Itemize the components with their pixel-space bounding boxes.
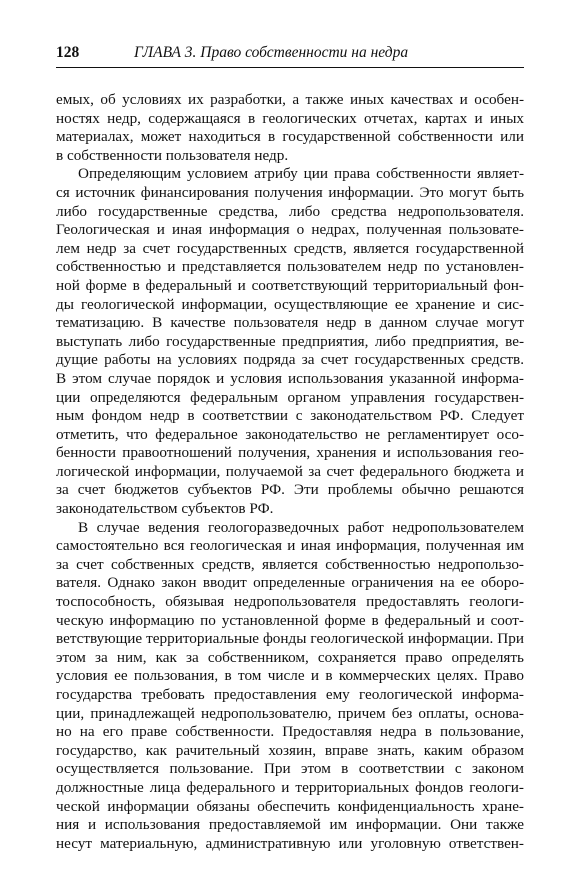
- text-line: В этом случае порядок и условия использования указанной информа-: [56, 369, 524, 387]
- text-line: ции определяются федеральным органом управления государствен-: [56, 388, 524, 406]
- body-text: [56, 91, 524, 853]
- text-line: ческой информации обязаны обеспечить конфиденциальность хране-: [56, 797, 524, 815]
- header-rule: [56, 67, 524, 68]
- page-number: 128: [56, 44, 80, 61]
- text-line: Определяющим условием атрибу ции права собственности являет-: [78, 165, 524, 183]
- paragraph: [56, 519, 524, 854]
- text-line: ветствующие территориальные фонды геологической информации. При: [56, 630, 524, 648]
- text-line: собственностью и представляется пользователем недр по установлен-: [56, 258, 524, 276]
- text-line: логической информации, получаемой за счет федерального бюджета и: [56, 462, 524, 480]
- text-line: условия ее пользования, в том числе и в коммерческих целях. Право: [56, 667, 524, 685]
- text-line: материалах, может находиться в государственной собственности или: [56, 128, 524, 146]
- text-line: но на его праве собственности. Предоставляя недра в пользование,: [56, 723, 524, 741]
- text-line: Геологическая и иная информация о недрах, полученная пользовате-: [56, 221, 524, 239]
- text-line: ным фондом недр в соответствии с законодательством РФ. Следует: [56, 407, 524, 425]
- text-line: за счет собственных средств, является собственностью недропользо-: [56, 555, 524, 573]
- text-line: тоспособность, обязывая недропользователя предоставлять геологи-: [56, 593, 524, 611]
- text-line: вателя. Однако закон вводит определенные ограничения на ее оборо-: [56, 574, 524, 592]
- text-line: законодательством субъектов РФ.: [56, 500, 274, 518]
- text-line: самостоятельно вся геологическая и иная информация, полученная им: [56, 537, 524, 555]
- header-title: ГЛАВА 3. Право собственности на недра: [134, 44, 409, 61]
- text-line: за счет бюджетов субъектов РФ. Эти проблемы обычно решаются: [56, 481, 524, 499]
- text-line: должностные лица федерального и территориальных фондов геологи-: [56, 778, 524, 796]
- paragraph: [56, 91, 524, 165]
- text-line: либо государственные средства, либо средства недропользователя.: [56, 202, 524, 220]
- text-line: выступать либо государственные предприятия, либо предприятия, ве-: [56, 332, 524, 350]
- text-line: ды геологической информации, осуществляющие ее хранение и сис-: [56, 295, 524, 313]
- text-line: государство, как рачительный хозяин, вправе знать, каким образом: [56, 741, 524, 759]
- text-line: ния и использования предоставляемой им информации. Они также: [56, 816, 524, 834]
- text-line: ной форме в федеральный и соответствующий территориальный фон-: [56, 276, 524, 294]
- text-line: ческую информацию по установленной форме в федеральный и соот-: [56, 611, 524, 629]
- text-line: отметить, что федеральное законодательство не регламентирует осо-: [56, 425, 524, 443]
- running-header: [56, 44, 524, 66]
- text-line: ся источник финансирования получения информации. Это могут быть: [56, 183, 524, 201]
- text-line: несут материальную, административную или уголовную ответствен-: [56, 834, 524, 852]
- text-line: ции, принадлежащей недропользователю, причем без оплаты, основа-: [56, 704, 524, 722]
- text-line: емых, об условиях их разработки, а также иных качествах и особен-: [56, 91, 524, 108]
- text-line: дущие работы на условиях подряда за счет государственных средств.: [56, 351, 524, 369]
- text-line: В случае ведения геологоразведочных работ недропользователем: [78, 518, 524, 536]
- paragraph: [56, 165, 524, 518]
- text-line: этом за ним, как за собственником, сохраняется право определять: [56, 648, 524, 666]
- text-line: бенности правоотношений получения, хранения и использования гео-: [56, 444, 524, 462]
- text-line: государства требовать предоставления ему геологической информа-: [56, 686, 524, 703]
- text-line: в собственности пользователя недр.: [56, 146, 289, 164]
- text-line: ностях недр, содержащаяся в геологических отчетах, картах и иных: [56, 109, 524, 127]
- text-line: лем недр за счет государственных средств, является государственной: [56, 239, 524, 257]
- text-line: осуществляется пользование. При этом в соответствии с законом: [56, 760, 524, 778]
- text-line: тематизацию. В качестве пользователя недр в данном случае могут: [56, 314, 524, 332]
